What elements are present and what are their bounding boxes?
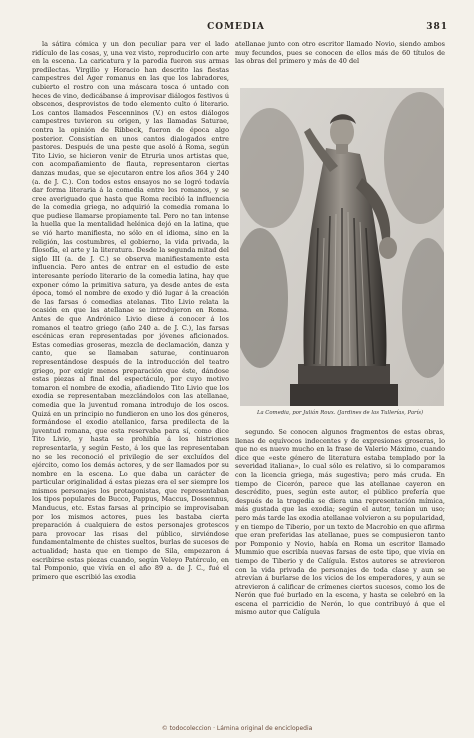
page-title: COMEDIA <box>207 22 265 32</box>
right-column-bottom <box>235 428 445 718</box>
page-header <box>24 22 448 36</box>
left-column <box>32 40 229 716</box>
page-footer: © todocoleccion · Lámina original de enciclopedia <box>161 725 313 732</box>
right-top-text: atellanae junto con otro escritor llamado Novio, siendo ambos muy fecundos, pues se conocen de ellos más de 60 títulos de las obras del primero y más de 40 del <box>235 40 445 66</box>
right-column-top <box>235 40 445 82</box>
statue-photo <box>240 88 444 406</box>
right-bottom-text: segundo. Se conocen algunos fragmentos de estas obras, llenas de equívocos indecentes y de expresiones groseras, lo que no es nuevo mucho en la frase de Valerio Máximo, cuando dice que «este género de literatura estaba templado por la severidad italiana», lo cual sólo es relativo, si lo comparamos con la licencia griega, más sugestiva; pero más cruda. En tiempo de Cicerón, parece que las atellanae cayeron en descrédito, pues, según este autor, el público prefería que después de la tragedia se diera una representación mímica, más gustada que las exodia; según el autor, tenían un uso; pero más tarde las exodia atellanae volvieron a su popularidad, y en tiempo de Tiberio, por un texto de Macrobio en que afirma que eran preferidas las atellanae, pues se compusieron tanto por Pomponio y Novio, había en Roma un escritor llamado Mummio que escribía nuevas farsas de este tipo, que vivía en tiempo de Tiberio y de Calígula. Estos autores se atrevieron con la vida privada de personajes de toda clase y aun se atrevían á burlarse de los vicios de los emperadores, y aun se atrevieron á calificar de crímenes ciertos sucesos, como los de Nerón que fué burlado en la escena, y hasta se celebró en la escena el parricidio de Nerón, lo que contribuyó á que el mismo autor que Calígula <box>235 428 445 617</box>
left-column-text: la sátira cómica y un don peculiar para ver el lado ridículo de las cosas, y, una vez visto, reproducirlo con arte en la escena. La caricatura y la parodia fueron sus armas predilectas. Virgilio y Horacio han descrito las fiestas campestres del Ager romanus en las que los labradores, cubierto el rostro con una máscara tosca ó untado con heces de vino, dedicábanse á improvisar diálogos festivos ú obscenos, desprovistos de todo elemento culto ó literario. Los cantos llamados Fescenninos (V.) en estos diálogos campestres tuvieron su origen, y las llamadas Saturae, contra la opinión de Ribbeck, fueron de época algo posterior. Consistían en unos cantos dialogados entre pastores. Después de una peste que asoló á Roma, según Tito Livio, se hicieron venir de Etruria unos artistas que, con acompañamiento de flauta, representaron ciertas danzas mudas, que se ejecutaron entre los años 364 y 240 (a. de J. C.). Con todos estos ensayos no se logró todavía dar forma literaria á la comedia entre los romanos, y se cree averiguado que hasta que Roma recibió la influencia de la comedia griega, no adquirió la comedia romana lo que pudiese llamarse propiamente tal. Pero no tan intense la huella que la mentalidad helénica dejó en la latina, que se vió harto manifiesta, no sólo en el idioma, sino en la religión, las costumbres, el gobierno, la vida privada, la filosofía, el arte y la literatura. Desde la segunda mitad del siglo III (a. de J. C.) se observa manifiestamente esta influencia. Pero antes de entrar en el estudio de este interesante período literario de la comedia latina, hay que exponer cómo la primitiva satura, ya desde antes de esta época, tomó el nombre de exodo y dió lugar á la creación de las farsas ó comedias atelanas. Tito Livio relata la ocasión en que las atellanae se introdujeron en Roma. Antes de que Andrónico Livio diese á conocer á los romanos el teatro griego (año 240 a. de J. C.), las farsas escénicas eran representadas por jóvenes aficionados. Estas comedias groseras, mezcla de declamación, danza y canto, que se llamaban saturae, continuaron representándose después de la introducción del teatro griego, por exigir menos preparación que éste, dándose estas piezas al final del espectáculo, por cuyo motivo tomaron el nombre de exodia, añadiendo Tito Livio que los exodia se representaban mezclándolos con las atellanae, comedia que la juventud romana introdujo de los oscos. Quizá en un principio no fundieron en uno los dos géneros, formándose el exodio atellanico, farsa predilecta de la juventud romana, que esta reservaba para sí, como dice Tito Livio, y hasta se prohibía á los histriones representarla, y según Festo, á los que las representaban no se les reconoció el privilegio de ser excluídos del ejército, como los demás actores, y de ser llamados por su nombre en la escena. Lo que daba un carácter de particular originalidad á estas piezas era el ser siempre los mismos personajes los protagonistas, que representaban los tipos populares de Bucco, Pappus, Maccus, Dossennus, Manducus, etc. Estas farsas al principio se improvisaban por los mismos actores, pues les bastaba cierta preparación á cualquiera de estos personajes grotescos para provocar las risas del público, sirviéndose fundamentalmente de chistes sueltos, burlas de sucesos de actualidad; hasta que en tiempo de Sila, empezaron á escribirse estas piezas cuando, según Veleyo Patérculo, en tal Pomponio, que vivía en el año 89 a. de J. C., fué el primero que escribió las exodia <box>32 40 229 581</box>
figure-caption: La Comedia, por Julián Roux. (Jardines de las Tullerías, París) <box>256 410 424 416</box>
page-number: 381 <box>426 22 448 32</box>
statue-illustration <box>240 88 444 406</box>
